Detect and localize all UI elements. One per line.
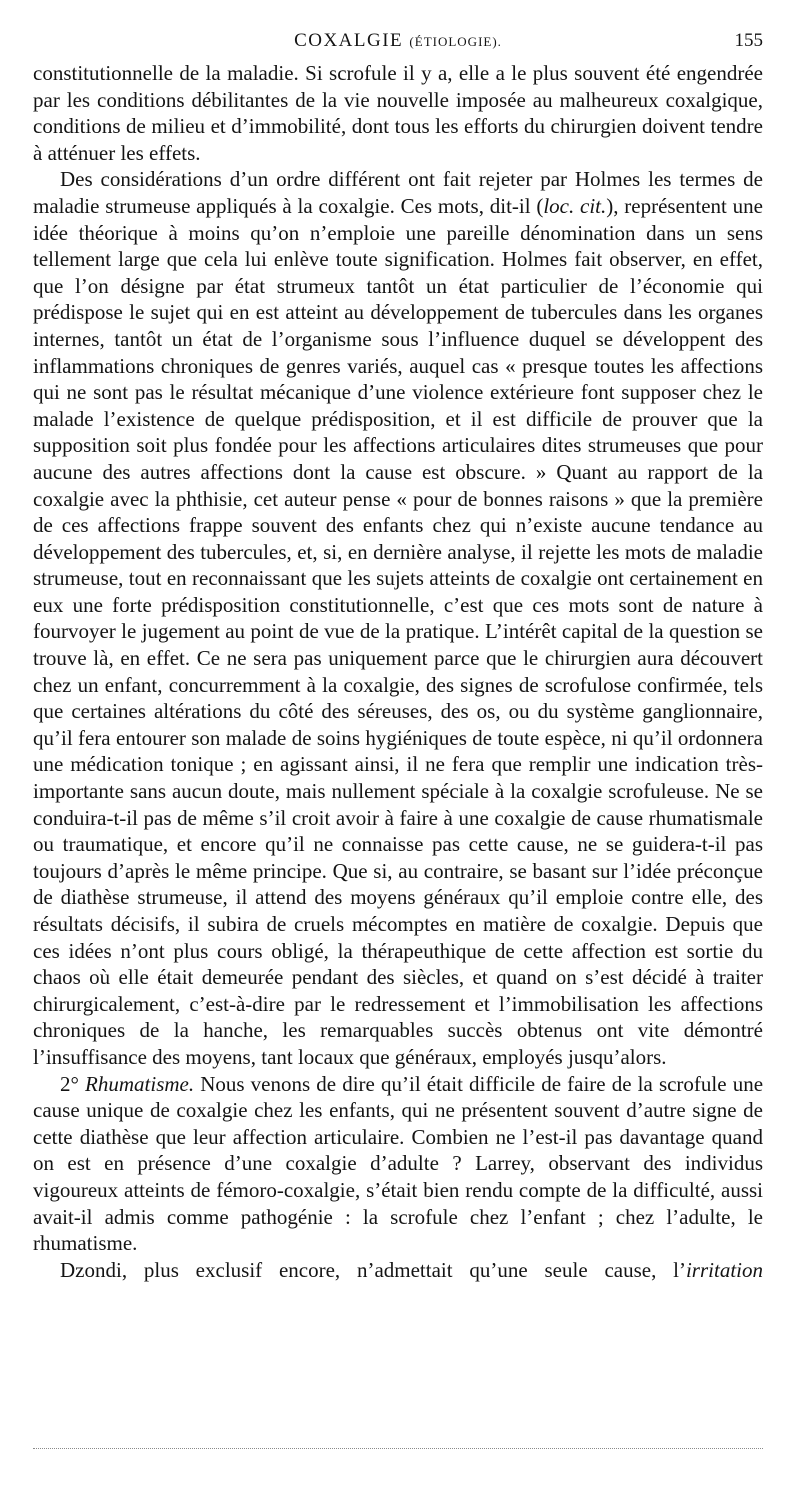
running-title-subtitle: (ÉTIOLOGIE). (409, 34, 502, 49)
paragraph-continuation: constitutionnelle de la maladie. Si scrofule il y a, elle a le plus souvent été engendrée par les conditions débilitantes de la vie nouvelle imposée au malheureux coxalgique, conditions de milieu et d’immobilité, dont tous les efforts du chirurgien doivent tendre à atténuer les effets. (33, 61, 763, 165)
paragraph-dzondi-text: Dzondi, plus exclusif encore, n’admettait qu’une seule cause, l’ (60, 1257, 686, 1282)
page-number: 155 (734, 30, 763, 51)
page-foot-rule (33, 1448, 763, 1449)
running-title-main: COXALGIE (294, 30, 404, 51)
section-number: 2° (60, 1071, 79, 1096)
running-title (33, 30, 763, 52)
page-header (33, 30, 763, 58)
section-heading: Rhumatisme. (85, 1071, 195, 1096)
paragraph-rhumatisme-text: Nous venons de dire qu’il était difficile de faire de la scrofule une cause unique de coxalgie chez les enfants, qui ne présentent souvent d’autre signe de cette diathèse que leur affection articulaire. Combien ne l’est-il pas davantage quand on est en présence d’une coxalgie d’adulte ? Larrey, observant des individus vigoureux atteints de fémoro-coxalgie, s’était bien rendu compte de la difficulté, aussi avait-il admis comme pathogénie : la scrofule chez l’enfant ; chez l’adulte, le rhumatisme. (33, 1071, 764, 1256)
paragraph-dzondi (33, 1257, 763, 1284)
term-irritation: irritation (685, 1257, 763, 1282)
paragraph-holmes (33, 166, 763, 1070)
paragraph-rhumatisme (33, 1071, 763, 1257)
paragraph-holmes-text-start: Des considérations d’un ordre différent ont fait rejeter par Holmes les termes de maladie strumeuse appliqués à la coxalgie. Ces mots, dit-il ( (33, 167, 763, 218)
body-text (33, 60, 763, 1283)
paragraph-holmes-text-rest: ), représentent une idée théorique à moins qu’on n’emploie une pareille dénomination dans un sens tellement large que cela lui enlève toute signification. Holmes fait observer, en effet, que l’on désigne par état strumeux tantôt un état particulier de l’économie qui prédispose le sujet qui en est atteint au développement de tubercules dans les organes internes, tantôt un état de l’organisme sous l’influence duquel se développent des inflammations chroniques de genres variés, auquel cas « presque toutes les affections qui ne sont pas le résultat mécanique d’une violence extérieure font supposer chez le malade l’existence de quelque prédisposition, et il est difficile de prouver que la supposition soit plus fondée pour les affections articulaires dites strumeuses que pour aucune des autres affections dont la cause est obscure. » Quant au rapport de la coxalgie avec la phthisie, cet auteur pense « pour de bonnes raisons » que la première de ces affections frappe souvent des enfants chez qui n’existe aucune tendance au développement des tubercules, et, si, en dernière analyse, il rejette les mots de maladie strumeuse, tout en reconnaissant que les sujets atteints de coxalgie ont certainement en eux une forte prédisposition constitutionnelle, c’est que ces mots sont de nature à fourvoyer le jugement au point de vue de la pratique. L’intérêt capital de la question se trouve là, en effet. Ce ne sera pas uniquement parce que le chirurgien aura découvert chez un enfant, concurremment à la coxalgie, des signes de scrofulose confirmée, tels que certaines altérations du côté des séreuses, des os, ou du système ganglionnaire, qu’il fera entourer son malade de soins hygiéniques de toute espèce, ni qu’il ordonnera une médication tonique ; en agissant ainsi, il ne fera que remplir une indication très-importante sans aucun doute, mais nullement spéciale à la coxalgie scrofuleuse. Ne se conduira-t-il pas de même s’il croit avoir à faire à une coxalgie de cause rhumatismale ou traumatique, et encore qu’il ne connaisse pas cette cause, ne se guidera-t-il pas toujours d’après le même principe. Que si, au contraire, se basant sur l’idée préconçue de diathèse strumeuse, il attend des moyens généraux qu’il emploie contre elle, des résultats décisifs, il subira de cruels mécomptes en matière de coxalgie. Depuis que ces idées n’ont plus cours obligé, la thérapeuthique de cette affection est sortie du chaos où elle était demeurée pendant des siècles, et quand on s’est décidé à traiter chirurgicalement, c’est-à-dire par le redressement et l’immobilisation les affections chroniques de la hanche, les remarquables succès obtenus ont vite démontré l’insuffisance des moyens, tant locaux que généraux, employés jusqu’alors. (33, 193, 763, 1069)
citation-loc-cit: loc. cit. (543, 193, 607, 218)
